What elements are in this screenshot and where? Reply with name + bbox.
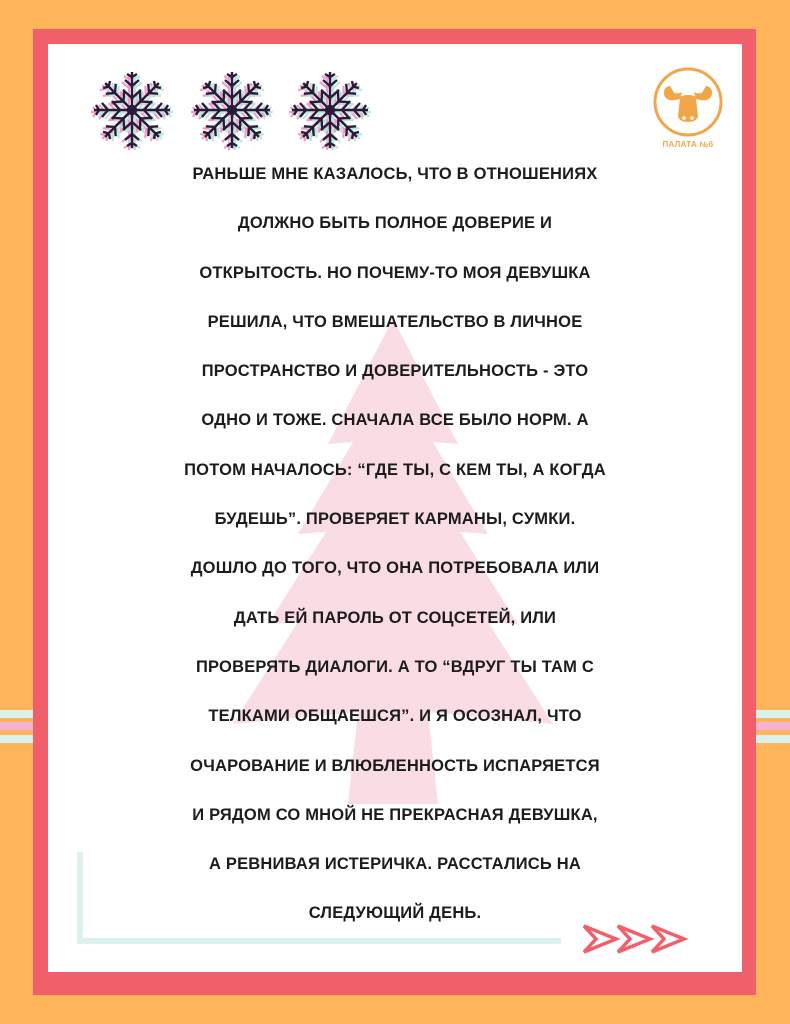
story-text	[80, 164, 710, 953]
story-line: ДОШЛО ДО ТОГО, ЧТО ОНА ПОТРЕБОВАЛА ИЛИ	[190, 559, 600, 578]
story-line: ОЧАРОВАНИЕ И ВЛЮБЛЕННОСТЬ ИСПАРЯЕТСЯ	[190, 756, 600, 775]
story-line: СЛЕДУЮЩИЙ ДЕНЬ.	[308, 904, 482, 923]
snowflake-icon	[285, 65, 375, 155]
story-line: РАНЬШЕ МНЕ КАЗАЛОСЬ, ЧТО В ОТНОШЕНИЯХ	[192, 165, 598, 183]
story-line: ПРОВЕРЯТЬ ДИАЛОГИ. А ТО “ВДРУГ ТЫ ТАМ С	[196, 657, 594, 676]
triple-chevron-right-icon	[582, 924, 700, 954]
snowflake-row	[87, 65, 387, 155]
story-line: ПОТОМ НАЧАЛОСЬ: “ГДЕ ТЫ, С КЕМ ТЫ, А КОГДА	[184, 460, 606, 479]
story-line: РЕШИЛА, ЧТО ВМЕШАТЕЛЬСТВО В ЛИЧНОЕ	[207, 312, 583, 331]
story-line: ПРОСТРАНСТВО И ДОВЕРИТЕЛЬНОСТЬ - ЭТО	[201, 362, 589, 381]
logo-text: ПАЛАТА №6	[662, 140, 714, 149]
story-line: БУДЕШЬ”. ПРОВЕРЯЕТ КАРМАНЫ, СУМКИ.	[214, 510, 576, 529]
logo	[648, 66, 728, 152]
story-line: И РЯДОМ СО МНОЙ НЕ ПРЕКРАСНАЯ ДЕВУШКА,	[192, 805, 598, 824]
story-line: ДАТЬ ЕЙ ПАРОЛЬ ОТ СОЦСЕТЕЙ, ИЛИ	[233, 608, 557, 627]
story-line: А РЕВНИВАЯ ИСТЕРИЧКА. РАССТАЛИСЬ НА	[209, 855, 581, 874]
story-line: ОДНО И ТОЖЕ. СНАЧАЛА ВСЕ БЫЛО НОРМ. А	[201, 411, 589, 430]
story-card	[48, 44, 742, 972]
story-line: ТЕЛКАМИ ОБЩАЕШСЯ”. И Я ОСОЗНАЛ, ЧТО	[208, 707, 582, 726]
snowflake-icon	[187, 65, 277, 155]
snowflake-icon	[87, 65, 177, 155]
moose-head-icon	[648, 66, 728, 138]
decorative-bracket	[77, 852, 561, 944]
story-line: ОТКРЫТОСТЬ. НО ПОЧЕМУ-ТО МОЯ ДЕВУШКА	[199, 263, 591, 282]
story-line: ДОЛЖНО БЫТЬ ПОЛНОЕ ДОВЕРИЕ И	[237, 214, 553, 233]
